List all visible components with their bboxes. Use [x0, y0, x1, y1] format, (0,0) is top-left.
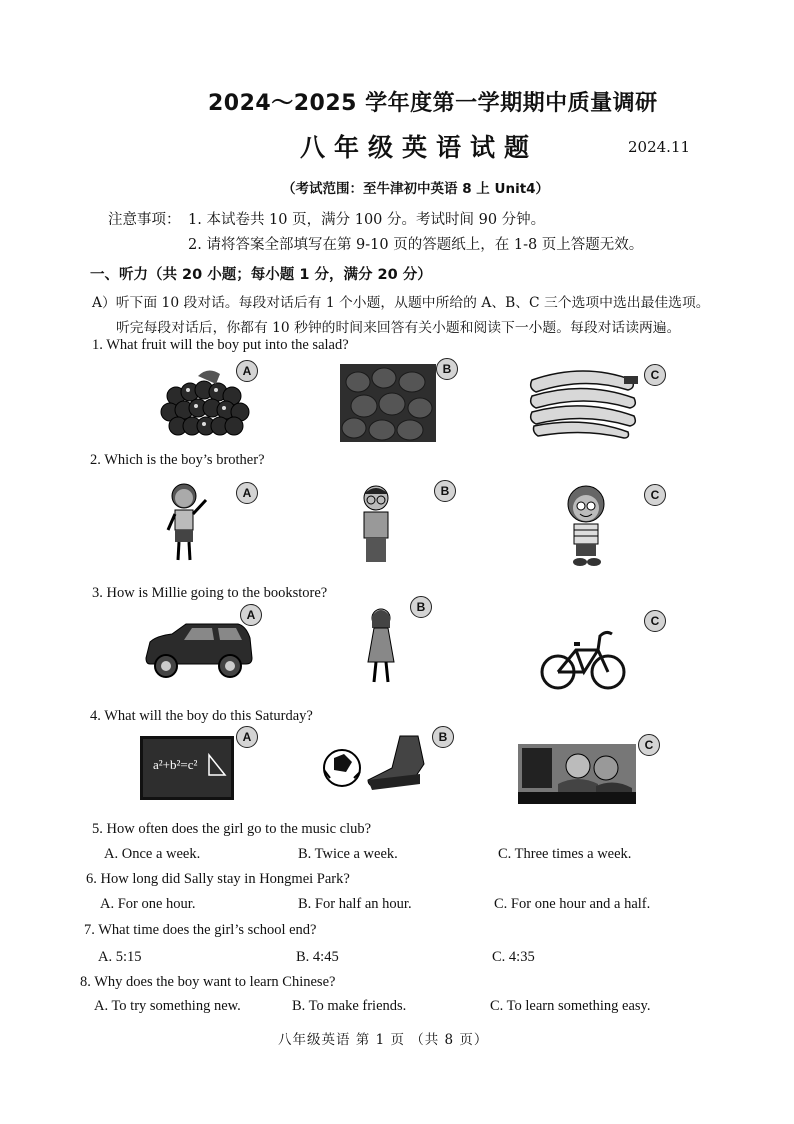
girl-walking-image	[364, 606, 398, 688]
question-4: 4. What will the boy do this Saturday?	[90, 708, 313, 724]
boy-waving-image	[162, 480, 210, 566]
instruction-line-1: A）听下面 10 段对话。每段对话后有 1 个小题，从题中所给的 A、B、C 三个选项中选出最佳选项。	[92, 295, 710, 311]
q7-option-c: C. 4:35	[492, 949, 535, 965]
question-6: 6. How long did Sally stay in Hongmei Park?	[86, 871, 350, 887]
car-image	[142, 618, 254, 680]
option-a-badge: A	[236, 360, 258, 382]
q7-option-a: A. 5:15	[98, 949, 142, 965]
question-8: 8. Why does the boy want to learn Chinese?	[80, 974, 336, 990]
blackboard-image	[140, 736, 234, 800]
option-b-badge: B	[436, 358, 458, 380]
instruction-line-2: 听完每段对话后，你都有 10 秒钟的时间来回答有关小题和阅读下一小题。每段对话读两遍。	[116, 320, 681, 336]
option-c-badge: C	[644, 364, 666, 386]
watching-film-image	[518, 744, 636, 804]
section-heading: 一、听力（共 20 小题；每小题 1 分，满分 20 分）	[90, 267, 432, 283]
page-footer: 八年级英语 第 1 页 （共 8 页）	[278, 1032, 489, 1048]
exam-subtitle: 八年级英语试题	[300, 133, 539, 162]
blackboard-formula: a²+b²=c²	[153, 757, 198, 772]
option-a-badge: A	[240, 604, 262, 626]
q5-option-c: C. Three times a week.	[498, 846, 632, 862]
option-b-badge: B	[410, 596, 432, 618]
q8-option-b: B. To make friends.	[292, 998, 407, 1014]
question-3: 3. How is Millie going to the bookstore?	[92, 585, 328, 601]
option-c-badge: C	[644, 610, 666, 632]
q7-option-b: B. 4:45	[296, 949, 339, 965]
bananas-image	[528, 366, 640, 440]
notes-item-2: 2. 请将答案全部填写在第 9-10 页的答题纸上，在 1-8 页上答题无效。	[188, 237, 644, 253]
bicycle-image	[540, 624, 626, 694]
option-a-badge: A	[236, 482, 258, 504]
exam-title: 2024～2025 学年度第一学期期中质量调研	[208, 91, 658, 116]
option-c-badge: C	[638, 734, 660, 756]
option-a-badge: A	[236, 726, 258, 748]
q6-option-a: A. For one hour.	[100, 896, 196, 912]
q6-option-c: C. For one hour and a half.	[494, 896, 651, 912]
q5-option-b: B. Twice a week.	[298, 846, 398, 862]
question-1: 1. What fruit will the boy put into the salad?	[92, 337, 349, 353]
boy-smiling-image	[560, 482, 612, 568]
q5-option-a: A. Once a week.	[104, 846, 201, 862]
option-c-badge: C	[644, 484, 666, 506]
boy-with-glasses-image	[356, 482, 396, 568]
option-b-badge: B	[432, 726, 454, 748]
exam-date: 2024.11	[628, 138, 691, 156]
exam-scope: （考试范围：至牛津初中英语 8 上 Unit4）	[282, 181, 550, 197]
question-2: 2. Which is the boy’s brother?	[90, 452, 265, 468]
question-5: 5. How often does the girl go to the music club?	[92, 821, 372, 837]
notes-item-1: 1. 本试卷共 10 页，满分 100 分。考试时间 90 分钟。	[188, 212, 546, 228]
q8-option-c: C. To learn something easy.	[490, 998, 651, 1014]
question-7: 7. What time does the girl’s school end?	[84, 922, 317, 938]
q8-option-a: A. To try something new.	[94, 998, 241, 1014]
triangle-icon	[207, 753, 227, 777]
option-b-badge: B	[434, 480, 456, 502]
q6-option-b: B. For half an hour.	[298, 896, 412, 912]
strawberries-image	[340, 364, 436, 442]
notes-label: 注意事项：	[108, 212, 181, 228]
kicking-football-image	[320, 734, 436, 798]
